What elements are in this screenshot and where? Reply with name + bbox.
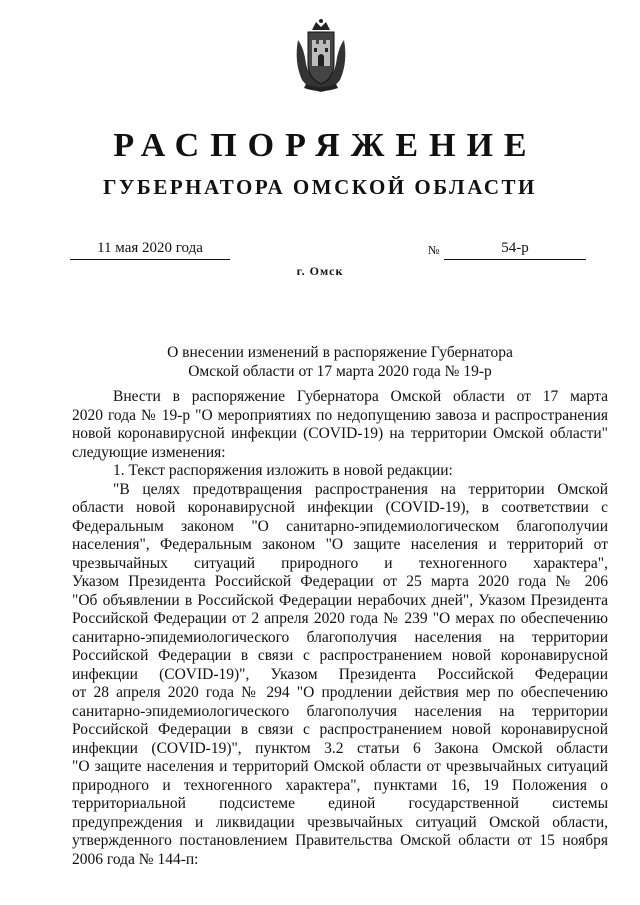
body-line: инфекции (COVID-19)", Указом Президента Российской Федерации: [72, 665, 608, 683]
coat-of-arms-icon: [292, 18, 350, 94]
body-line: 1. Текст распоряжения изложить в новой редакции:: [113, 462, 453, 479]
document-heading: [0, 343, 640, 381]
body-line: природного и техногенного характера", пунктами 16, 19 Положения о: [72, 776, 608, 794]
body-line: санитарно-эпидемиологического благополучия населения на территории: [72, 628, 608, 646]
body-line: санитарно-эпидемиологического благополучия населения на территории: [72, 702, 608, 720]
body-line: следующие изменения:: [72, 443, 226, 461]
body-line: Российской Федерации от 2 апреля 2020 года № 239 "О мерах по обеспечению: [72, 610, 608, 627]
number-label: №: [428, 243, 440, 257]
document-title: РАСПОРЯЖЕНИЕ: [113, 127, 538, 164]
body-line: чрезвычайных ситуаций природного и техногенного характера",: [72, 554, 608, 572]
body-line: территориальной подсистеме единой государственной системы: [72, 795, 608, 812]
body-line: 2006 года № 144-п:: [72, 850, 199, 868]
document-city: г. Омск: [296, 264, 344, 278]
body-line: 2020 года № 19-р "О мероприятиях по недопущению завоза и распространения: [72, 406, 608, 424]
document-number: 54-р: [444, 238, 586, 260]
body-line: Федеральным законом "О санитарно-эпидемиологическом благополучии: [72, 517, 608, 535]
body-line: новой коронавирусной инфекции (COVID-19) на территории Омской области": [72, 425, 608, 442]
body-line: инфекции (COVID-19)", пунктом 3.2 статьи 6 Закона Омской области: [72, 739, 608, 757]
body-line: Внести в распоряжение Губернатора Омской области от 17 марта: [113, 388, 608, 405]
body-line: Российской Федерации в связи с распространением новой коронавирусной: [72, 647, 608, 664]
heading-line: Омской области от 17 марта 2020 года № 19-р: [188, 363, 492, 380]
document-date: 11 мая 2020 года: [70, 238, 230, 260]
body-line: предупреждения и ликвидации чрезвычайных ситуаций Омской области,: [72, 813, 608, 831]
document-body: [72, 388, 608, 869]
document-subtitle: ГУБЕРНАТОРА ОМСКОЙ ОБЛАСТИ: [103, 175, 537, 199]
body-line: "Об объявлении в Российской Федерации нерабочих дней", Указом Президента: [72, 591, 608, 609]
body-line: Указом Президента Российской Федерации от 25 марта 2020 года № 206: [72, 573, 608, 590]
heading-line: О внесении изменений в распоряжение Губернатора: [167, 344, 513, 361]
body-line: области новой коронавирусной инфекции (COVID-19), в соответствии с: [72, 499, 608, 516]
body-line: "В целях предотвращения распространения на территории Омской: [113, 480, 608, 498]
body-line: Российской Федерации в связи с распространением новой коронавирусной: [72, 721, 608, 738]
body-line: утвержденного постановлением Правительства Омской области от 15 ноября: [72, 832, 608, 849]
body-line: "О защите населения и территорий Омской области от чрезвычайных ситуаций: [72, 758, 608, 775]
body-line: населения", Федеральным законом "О защите населения и территорий от: [72, 536, 608, 553]
body-line: от 28 апреля 2020 года № 294 "О продлении действия мер по обеспечению: [72, 684, 608, 701]
